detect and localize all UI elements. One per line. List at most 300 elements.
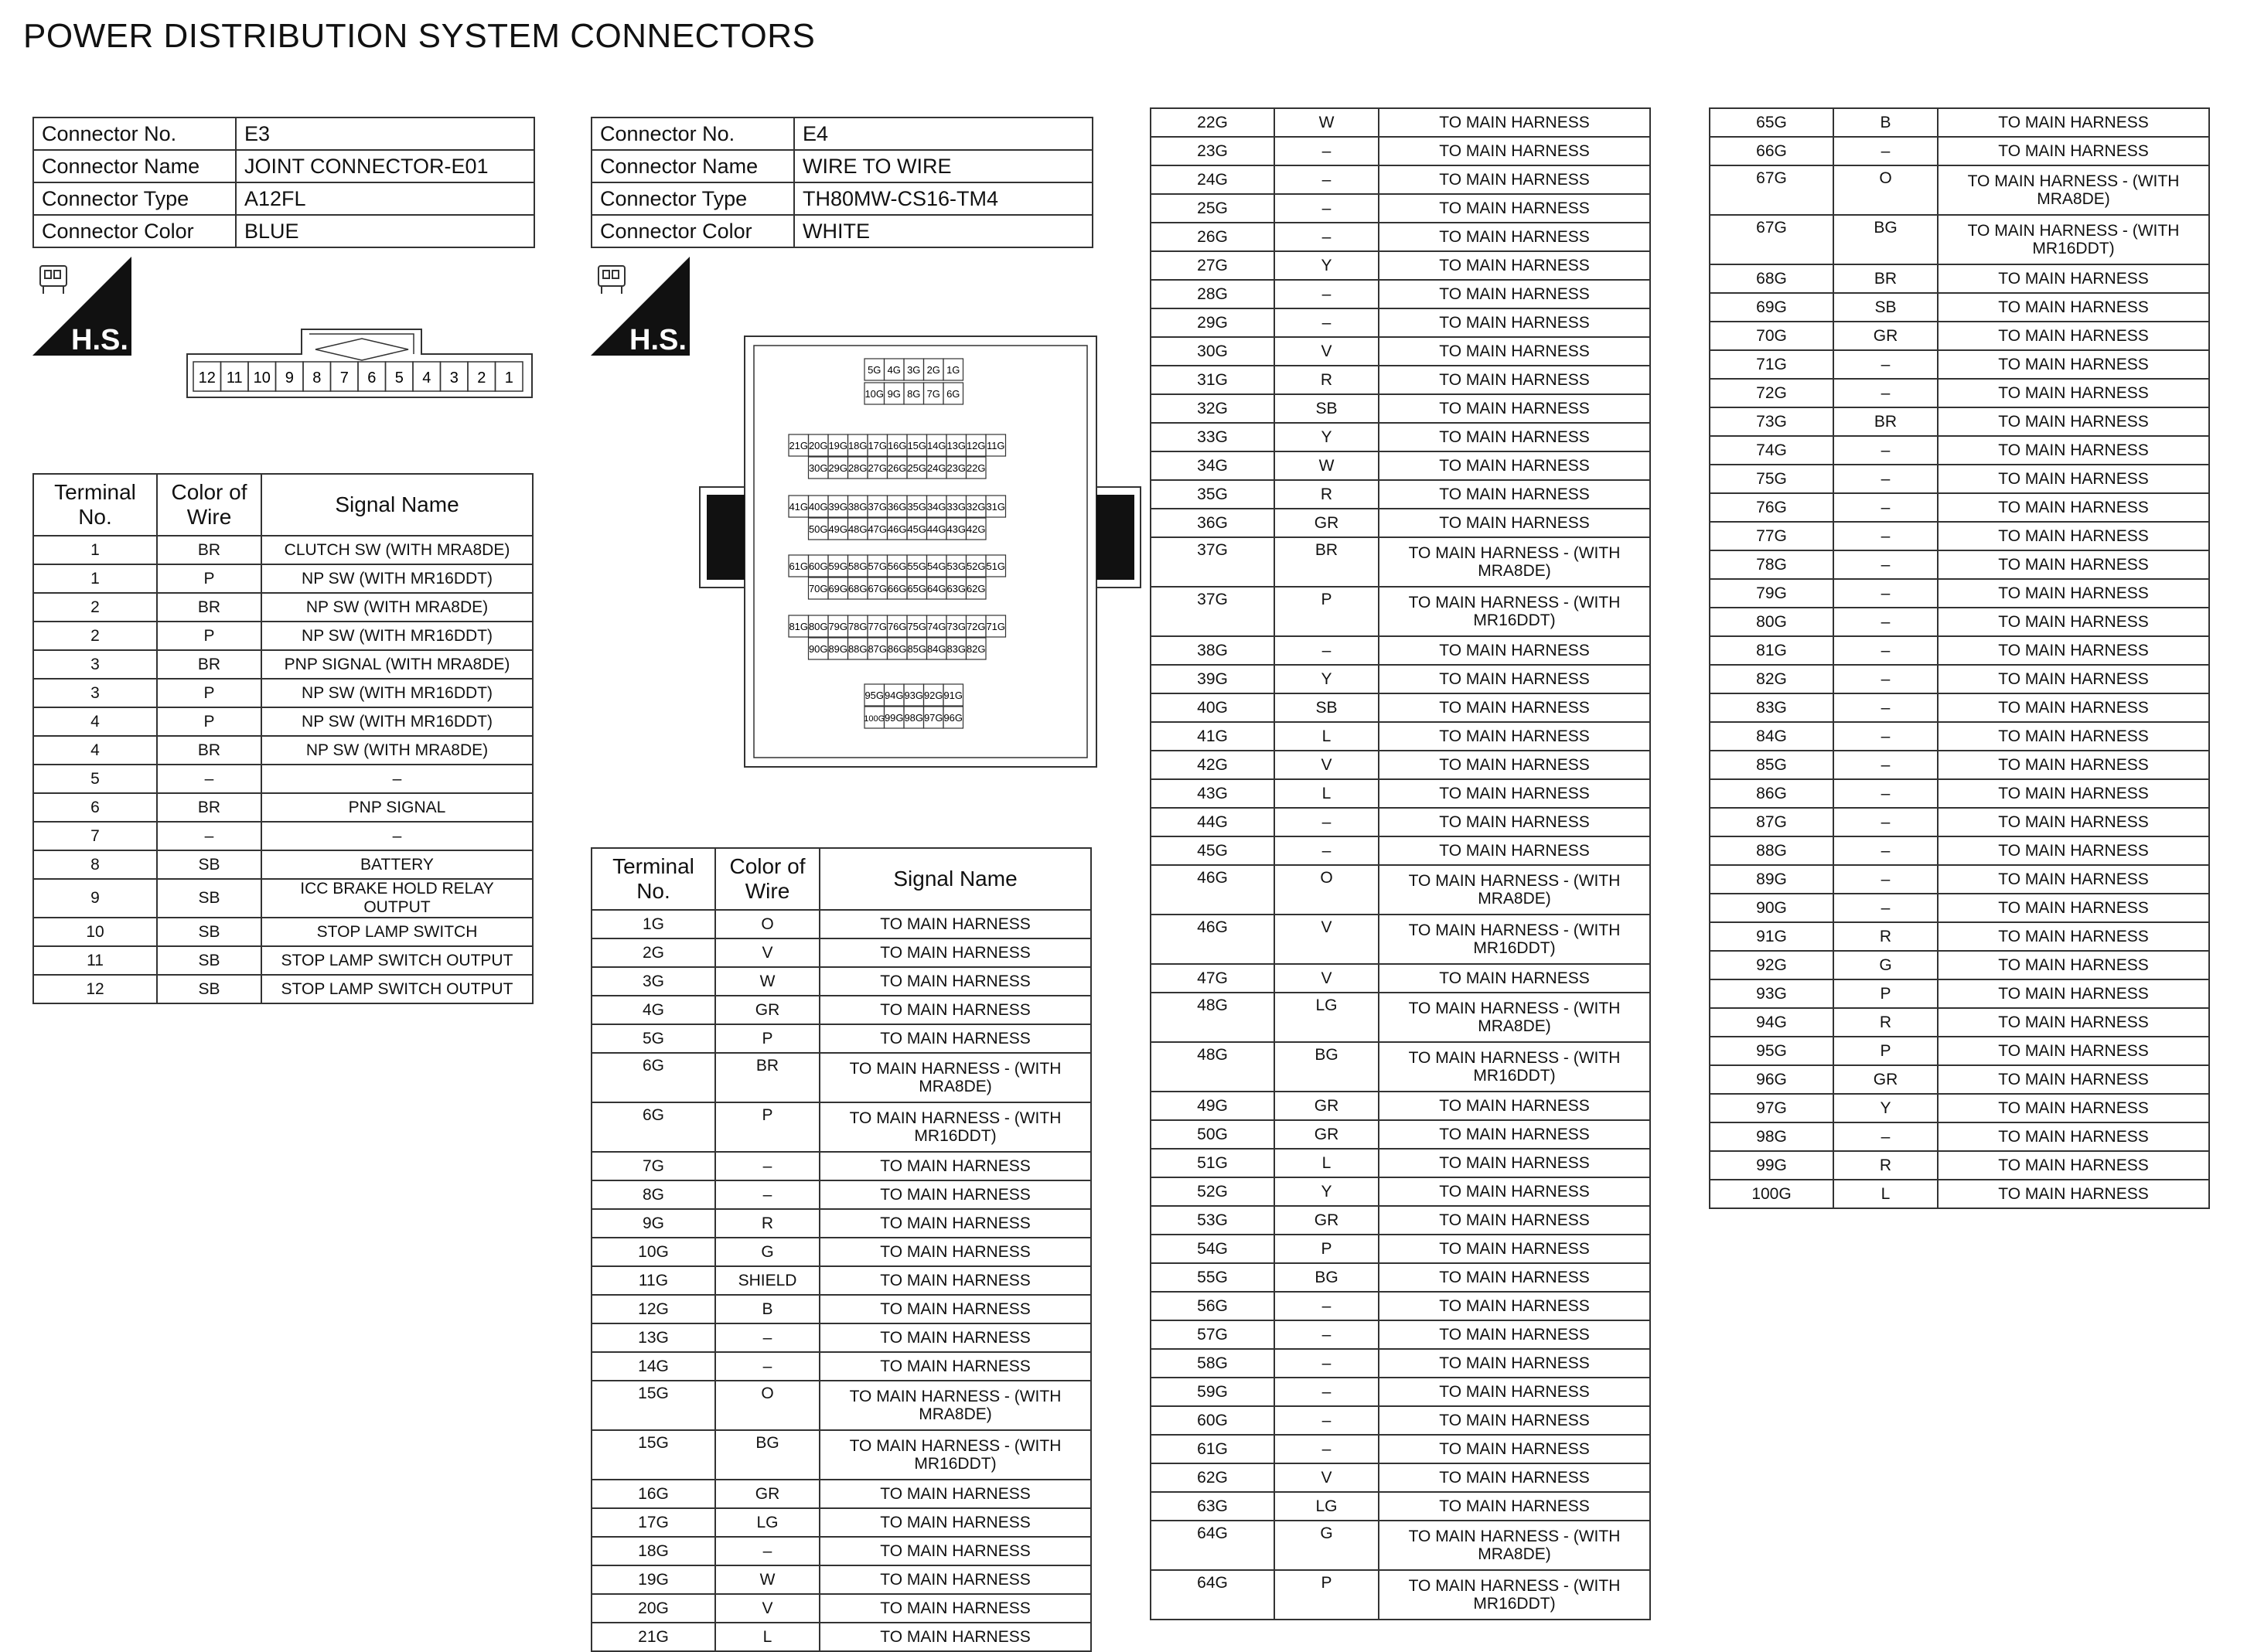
table-row xyxy=(592,1238,1091,1266)
wire-color: V xyxy=(1274,964,1379,993)
signal-name: TO MAIN HARNESS - (WITH MR16DDT) xyxy=(1379,1042,1650,1092)
wire-color: – xyxy=(1833,751,1938,779)
signal-name: TO MAIN HARNESS xyxy=(1938,1094,2209,1122)
signal-name: TO MAIN HARNESS xyxy=(1938,108,2209,137)
wire-color: V xyxy=(1274,337,1379,366)
table-row xyxy=(1710,522,2209,550)
wire-color: – xyxy=(157,765,261,793)
signal-name: TO MAIN HARNESS xyxy=(1379,366,1650,394)
e4-terminal-table-part3 xyxy=(1709,107,2210,1209)
terminal-no: 87G xyxy=(1710,808,1833,836)
connector-hs-icon xyxy=(591,257,690,356)
terminal-no: 14G xyxy=(592,1352,715,1381)
info-value: TH80MW-CS16-TM4 xyxy=(794,182,1093,215)
wire-color: – xyxy=(1833,865,1938,894)
signal-name: TO MAIN HARNESS xyxy=(1379,194,1650,223)
info-row xyxy=(592,215,1093,247)
signal-name: TO MAIN HARNESS xyxy=(1938,779,2209,808)
table-row xyxy=(1151,366,1650,394)
terminal-no: 4 xyxy=(33,736,157,765)
signal-name: TO MAIN HARNESS xyxy=(820,1565,1091,1594)
signal-name: TO MAIN HARNESS xyxy=(1379,394,1650,423)
wire-color: G xyxy=(1833,951,1938,979)
wire-color: L xyxy=(1833,1180,1938,1208)
signal-name: TO MAIN HARNESS xyxy=(1938,264,2209,293)
wire-color: – xyxy=(1833,894,1938,922)
wire-color: R xyxy=(1833,922,1938,951)
signal-name: PNP SIGNAL (WITH MRA8DE) xyxy=(261,650,533,679)
table-row xyxy=(1151,451,1650,480)
info-label: Connector Type xyxy=(592,182,794,215)
table-row xyxy=(33,650,533,679)
wire-color: BG xyxy=(1833,215,1938,264)
wire-color: – xyxy=(1274,808,1379,836)
table-row xyxy=(1710,493,2209,522)
connector-info-e3 xyxy=(32,117,535,248)
table-row xyxy=(33,765,533,793)
signal-name: TO MAIN HARNESS - (WITH MRA8DE) xyxy=(1379,865,1650,915)
pin-label: 84G xyxy=(926,643,946,655)
table-row xyxy=(1710,836,2209,865)
terminal-no: 90G xyxy=(1710,894,1833,922)
table-row xyxy=(1151,1570,1650,1620)
terminal-no: 72G xyxy=(1710,379,1833,407)
pin-label: 3 xyxy=(449,370,459,387)
info-row xyxy=(33,118,534,150)
terminal-no: 1 xyxy=(33,536,157,564)
terminal-no: 9G xyxy=(592,1209,715,1238)
wire-color: – xyxy=(1274,137,1379,165)
info-row xyxy=(33,215,534,247)
table-row xyxy=(33,736,533,765)
signal-name: TO MAIN HARNESS - (WITH MR16DDT) xyxy=(1379,1570,1650,1620)
pin-label: 29G xyxy=(828,462,848,474)
pin-label: 88G xyxy=(847,643,868,655)
table-row xyxy=(592,1537,1091,1565)
table-row xyxy=(1151,1042,1650,1092)
harness-side-badge-e4 xyxy=(591,257,690,356)
pin-label: 66G xyxy=(887,583,907,594)
pin-label: 81G xyxy=(789,621,809,632)
terminal-no: 69G xyxy=(1710,293,1833,322)
table-row xyxy=(1151,636,1650,665)
pin-label: 52G xyxy=(966,560,986,572)
terminal-no: 54G xyxy=(1151,1235,1274,1263)
wire-color: W xyxy=(1274,108,1379,137)
terminal-no: 55G xyxy=(1151,1263,1274,1292)
signal-name: TO MAIN HARNESS - (WITH MR16DDT) xyxy=(1379,587,1650,636)
table-row xyxy=(1151,836,1650,865)
signal-name: NP SW (WITH MR16DDT) xyxy=(261,679,533,707)
pin-label: 17G xyxy=(868,440,888,451)
table-row xyxy=(33,946,533,975)
e3-terminal-table xyxy=(32,473,534,1004)
table-row xyxy=(592,1152,1091,1180)
table-row xyxy=(1710,808,2209,836)
table-row xyxy=(1151,1149,1650,1177)
terminal-no: 26G xyxy=(1151,223,1274,251)
signal-name: TO MAIN HARNESS xyxy=(1938,979,2209,1008)
pin-label: 1 xyxy=(504,370,513,387)
e4-terminal-table-part1 xyxy=(591,847,1092,1652)
pin-label: 58G xyxy=(847,560,868,572)
terminal-no: 28G xyxy=(1151,280,1274,308)
info-label: Connector No. xyxy=(592,118,794,150)
table-row xyxy=(592,1053,1091,1102)
wire-color: – xyxy=(1833,379,1938,407)
signal-name: TO MAIN HARNESS xyxy=(1379,223,1650,251)
table-row xyxy=(592,1352,1091,1381)
terminal-no: 5 xyxy=(33,765,157,793)
pin-label: 47G xyxy=(868,523,888,535)
signal-name: TO MAIN HARNESS xyxy=(1938,550,2209,579)
table-row xyxy=(33,975,533,1003)
wire-color: – xyxy=(1833,436,1938,465)
table-row xyxy=(33,793,533,822)
terminal-no: 3 xyxy=(33,650,157,679)
table-row xyxy=(1710,1180,2209,1208)
wire-color: SB xyxy=(1833,293,1938,322)
table-row xyxy=(1151,915,1650,964)
signal-name: TO MAIN HARNESS - (WITH MR16DDT) xyxy=(820,1102,1091,1152)
terminal-no: 58G xyxy=(1151,1349,1274,1378)
wire-color: R xyxy=(1833,1151,1938,1180)
signal-name: TO MAIN HARNESS xyxy=(1938,1065,2209,1094)
table-row xyxy=(592,1024,1091,1053)
terminal-no: 36G xyxy=(1151,509,1274,537)
table-row xyxy=(1151,665,1650,693)
table-row xyxy=(1151,1092,1650,1120)
terminal-no: 29G xyxy=(1151,308,1274,337)
wire-color: – xyxy=(1833,550,1938,579)
terminal-no: 20G xyxy=(592,1594,715,1623)
table-row xyxy=(1151,1349,1650,1378)
terminal-no: 51G xyxy=(1151,1149,1274,1177)
pin-label: 59G xyxy=(828,560,848,572)
table-row xyxy=(592,967,1091,996)
latch-left xyxy=(707,495,745,580)
table-row xyxy=(1710,1008,2209,1037)
table-row xyxy=(1710,165,2209,215)
terminal-no: 66G xyxy=(1710,137,1833,165)
table-row xyxy=(1710,951,2209,979)
pin-label: 9G xyxy=(887,388,901,400)
signal-name: TO MAIN HARNESS - (WITH MRA8DE) xyxy=(1938,165,2209,215)
svg-text:H.S.: H.S. xyxy=(629,324,687,356)
table-row xyxy=(1151,337,1650,366)
wire-color: R xyxy=(715,1209,820,1238)
terminal-no: 49G xyxy=(1151,1092,1274,1120)
wire-color: – xyxy=(1833,665,1938,693)
wire-color: G xyxy=(1274,1521,1379,1570)
pin-label: 64G xyxy=(926,583,946,594)
wire-color: P xyxy=(157,679,261,707)
e4-terminal-table-part2 xyxy=(1150,107,1651,1620)
wire-color: – xyxy=(1833,693,1938,722)
terminal-no: 4G xyxy=(592,996,715,1024)
pin-label: 12 xyxy=(198,370,216,387)
wire-color: R xyxy=(1833,1008,1938,1037)
signal-name: TO MAIN HARNESS - (WITH MRA8DE) xyxy=(820,1381,1091,1430)
wire-color: BR xyxy=(715,1053,820,1102)
table-row xyxy=(1151,537,1650,587)
wire-color: P xyxy=(1833,979,1938,1008)
terminal-no: 10 xyxy=(33,918,157,946)
pin-label: 13G xyxy=(946,440,967,451)
terminal-no: 64G xyxy=(1151,1521,1274,1570)
signal-name: TO MAIN HARNESS xyxy=(1379,165,1650,194)
pin-label: 55G xyxy=(907,560,927,572)
signal-name: TO MAIN HARNESS xyxy=(1379,1149,1650,1177)
terminal-no: 98G xyxy=(1710,1122,1833,1151)
signal-name: TO MAIN HARNESS xyxy=(1938,1180,2209,1208)
signal-name: TO MAIN HARNESS - (WITH MRA8DE) xyxy=(1379,1521,1650,1570)
terminal-no: 1G xyxy=(592,910,715,938)
table-row xyxy=(1151,1378,1650,1406)
table-row xyxy=(1151,779,1650,808)
wire-color: BR xyxy=(157,736,261,765)
wire-color: – xyxy=(1274,1406,1379,1435)
terminal-no: 78G xyxy=(1710,550,1833,579)
wire-color: – xyxy=(1833,808,1938,836)
table-row xyxy=(1151,1492,1650,1521)
pin-label: 27G xyxy=(868,462,888,474)
wire-color: – xyxy=(1274,836,1379,865)
table-row xyxy=(592,910,1091,938)
wire-color: – xyxy=(715,1352,820,1381)
latch-right xyxy=(1096,495,1134,580)
signal-name: TO MAIN HARNESS xyxy=(1379,280,1650,308)
connector-hs-icon xyxy=(32,257,131,356)
pin-label: 39G xyxy=(828,501,848,513)
wire-color: GR xyxy=(1274,1092,1379,1120)
pin-label: 63G xyxy=(946,583,967,594)
table-row xyxy=(1710,1094,2209,1122)
table-row xyxy=(1151,137,1650,165)
pin-label: 75G xyxy=(907,621,927,632)
table-row xyxy=(1151,1206,1650,1235)
terminal-no: 67G xyxy=(1710,215,1833,264)
pin-label: 10G xyxy=(864,388,885,400)
pin-label: 28G xyxy=(847,462,868,474)
wire-color: – xyxy=(1274,1378,1379,1406)
wire-color: P xyxy=(1274,1570,1379,1620)
table-row xyxy=(592,1623,1091,1651)
wire-color: – xyxy=(1833,636,1938,665)
terminal-no: 62G xyxy=(1151,1463,1274,1492)
pin-label: 7G xyxy=(926,388,940,400)
signal-name: TO MAIN HARNESS xyxy=(820,1537,1091,1565)
terminal-no: 73G xyxy=(1710,407,1833,436)
pin-label: 2 xyxy=(477,370,486,387)
pin-label: 32G xyxy=(966,501,986,513)
signal-name: TO MAIN HARNESS xyxy=(1379,665,1650,693)
pin-label: 38G xyxy=(847,501,868,513)
pin-label: 89G xyxy=(828,643,848,655)
wire-color: L xyxy=(715,1623,820,1651)
column-header: Terminal No. xyxy=(33,474,157,536)
table-row xyxy=(1151,964,1650,993)
signal-name: TO MAIN HARNESS xyxy=(820,1295,1091,1323)
info-label: Connector Name xyxy=(592,150,794,182)
pin-label: 99G xyxy=(884,712,904,724)
terminal-no: 3 xyxy=(33,679,157,707)
terminal-no: 11G xyxy=(592,1266,715,1295)
terminal-no: 33G xyxy=(1151,423,1274,451)
signal-name: TO MAIN HARNESS xyxy=(1379,1235,1650,1263)
signal-name: TO MAIN HARNESS xyxy=(1379,1406,1650,1435)
table-row xyxy=(1710,865,2209,894)
wire-color: SB xyxy=(157,879,261,918)
signal-name: BATTERY xyxy=(261,850,533,879)
wire-color: GR xyxy=(1274,509,1379,537)
wire-color: – xyxy=(715,1152,820,1180)
terminal-no: 41G xyxy=(1151,722,1274,751)
column-header: Signal Name xyxy=(261,474,533,536)
terminal-no: 63G xyxy=(1151,1492,1274,1521)
page-title: POWER DISTRIBUTION SYSTEM CONNECTORS xyxy=(23,17,816,55)
terminal-no: 48G xyxy=(1151,1042,1274,1092)
terminal-no: 52G xyxy=(1151,1177,1274,1206)
wire-color: L xyxy=(1274,779,1379,808)
table-row xyxy=(592,1266,1091,1295)
wire-color: – xyxy=(1274,308,1379,337)
pin-label: 96G xyxy=(943,712,963,724)
pin-label: 92G xyxy=(923,690,943,701)
terminal-no: 15G xyxy=(592,1430,715,1480)
table-row xyxy=(1710,922,2209,951)
table-row xyxy=(1151,1320,1650,1349)
wire-color: – xyxy=(1833,579,1938,608)
terminal-no: 17G xyxy=(592,1508,715,1537)
signal-name: NP SW (WITH MRA8DE) xyxy=(261,593,533,622)
pin-label: 61G xyxy=(789,560,809,572)
wire-color: – xyxy=(1274,165,1379,194)
table-row xyxy=(1151,280,1650,308)
signal-name: TO MAIN HARNESS - (WITH MR16DDT) xyxy=(1379,915,1650,964)
signal-name: TO MAIN HARNESS xyxy=(1379,1292,1650,1320)
pin-label: 68G xyxy=(847,583,868,594)
terminal-no: 9 xyxy=(33,879,157,918)
wire-color: P xyxy=(157,564,261,593)
table-row xyxy=(1151,865,1650,915)
wire-color: SB xyxy=(157,918,261,946)
terminal-no: 76G xyxy=(1710,493,1833,522)
terminal-no: 45G xyxy=(1151,836,1274,865)
terminal-no: 50G xyxy=(1151,1120,1274,1149)
table-row xyxy=(592,1508,1091,1537)
signal-name: NP SW (WITH MRA8DE) xyxy=(261,736,533,765)
signal-name: TO MAIN HARNESS xyxy=(1938,1122,2209,1151)
wire-color: – xyxy=(1274,636,1379,665)
table-row xyxy=(1710,665,2209,693)
pin-label: 37G xyxy=(868,501,888,513)
wire-color: – xyxy=(1833,608,1938,636)
table-row xyxy=(592,1102,1091,1152)
info-value: WHITE xyxy=(794,215,1093,247)
table-row xyxy=(1151,587,1650,636)
pin-label: 93G xyxy=(904,690,924,701)
terminal-no: 34G xyxy=(1151,451,1274,480)
wire-color: – xyxy=(1274,1320,1379,1349)
pin-label: 50G xyxy=(808,523,828,535)
terminal-no: 56G xyxy=(1151,1292,1274,1320)
wire-color: – xyxy=(1833,350,1938,379)
terminal-no: 85G xyxy=(1710,751,1833,779)
pin-label: 8G xyxy=(907,388,921,400)
signal-name: TO MAIN HARNESS xyxy=(1379,423,1650,451)
table-row xyxy=(33,850,533,879)
terminal-no: 47G xyxy=(1151,964,1274,993)
terminal-no: 4 xyxy=(33,707,157,736)
terminal-no: 71G xyxy=(1710,350,1833,379)
wire-color: BG xyxy=(1274,1263,1379,1292)
table-row xyxy=(1710,1122,2209,1151)
terminal-no: 38G xyxy=(1151,636,1274,665)
info-value: BLUE xyxy=(236,215,534,247)
signal-name: TO MAIN HARNESS - (WITH MR16DDT) xyxy=(820,1430,1091,1480)
wire-color: G xyxy=(715,1238,820,1266)
pin-label: 57G xyxy=(868,560,888,572)
signal-name: NP SW (WITH MR16DDT) xyxy=(261,622,533,650)
pin-label: 74G xyxy=(926,621,946,632)
terminal-no: 84G xyxy=(1710,722,1833,751)
pin-label: 80G xyxy=(808,621,828,632)
info-label: Connector Color xyxy=(592,215,794,247)
signal-name: TO MAIN HARNESS - (WITH MR16DDT) xyxy=(1938,215,2209,264)
terminal-no: 75G xyxy=(1710,465,1833,493)
wire-color: V xyxy=(715,938,820,967)
pin-label: 4G xyxy=(887,364,901,376)
wire-color: V xyxy=(1274,751,1379,779)
pin-label: 9 xyxy=(285,370,294,387)
pin-label: 100G xyxy=(864,714,885,724)
wire-color: – xyxy=(1833,465,1938,493)
pin-label: 18G xyxy=(847,440,868,451)
signal-name: STOP LAMP SWITCH OUTPUT xyxy=(261,946,533,975)
pin-label: 25G xyxy=(907,462,927,474)
wire-color: Y xyxy=(1833,1094,1938,1122)
pin-label: 11 xyxy=(226,370,243,387)
signal-name: TO MAIN HARNESS xyxy=(1938,693,2209,722)
signal-name: TO MAIN HARNESS xyxy=(1938,579,2209,608)
signal-name: TO MAIN HARNESS xyxy=(1379,480,1650,509)
info-row xyxy=(592,118,1093,150)
pin-label: 67G xyxy=(868,583,888,594)
signal-name: TO MAIN HARNESS xyxy=(1938,293,2209,322)
terminal-no: 39G xyxy=(1151,665,1274,693)
pin-label: 70G xyxy=(808,583,828,594)
table-row xyxy=(1151,480,1650,509)
table-row xyxy=(1151,1406,1650,1435)
column-header: Terminal No. xyxy=(592,848,715,910)
pin-label: 19G xyxy=(828,440,848,451)
wire-color: SB xyxy=(157,975,261,1003)
table-row xyxy=(1710,293,2209,322)
terminal-no: 89G xyxy=(1710,865,1833,894)
wire-color: SHIELD xyxy=(715,1266,820,1295)
table-row xyxy=(33,536,533,564)
terminal-no: 19G xyxy=(592,1565,715,1594)
pin-label: 5 xyxy=(394,370,404,387)
table-row xyxy=(33,707,533,736)
terminal-no: 12 xyxy=(33,975,157,1003)
wire-color: P xyxy=(157,707,261,736)
pin-label: 87G xyxy=(868,643,888,655)
pin-label: 82G xyxy=(966,643,986,655)
signal-name: TO MAIN HARNESS xyxy=(1938,836,2209,865)
signal-name: TO MAIN HARNESS xyxy=(1938,137,2209,165)
